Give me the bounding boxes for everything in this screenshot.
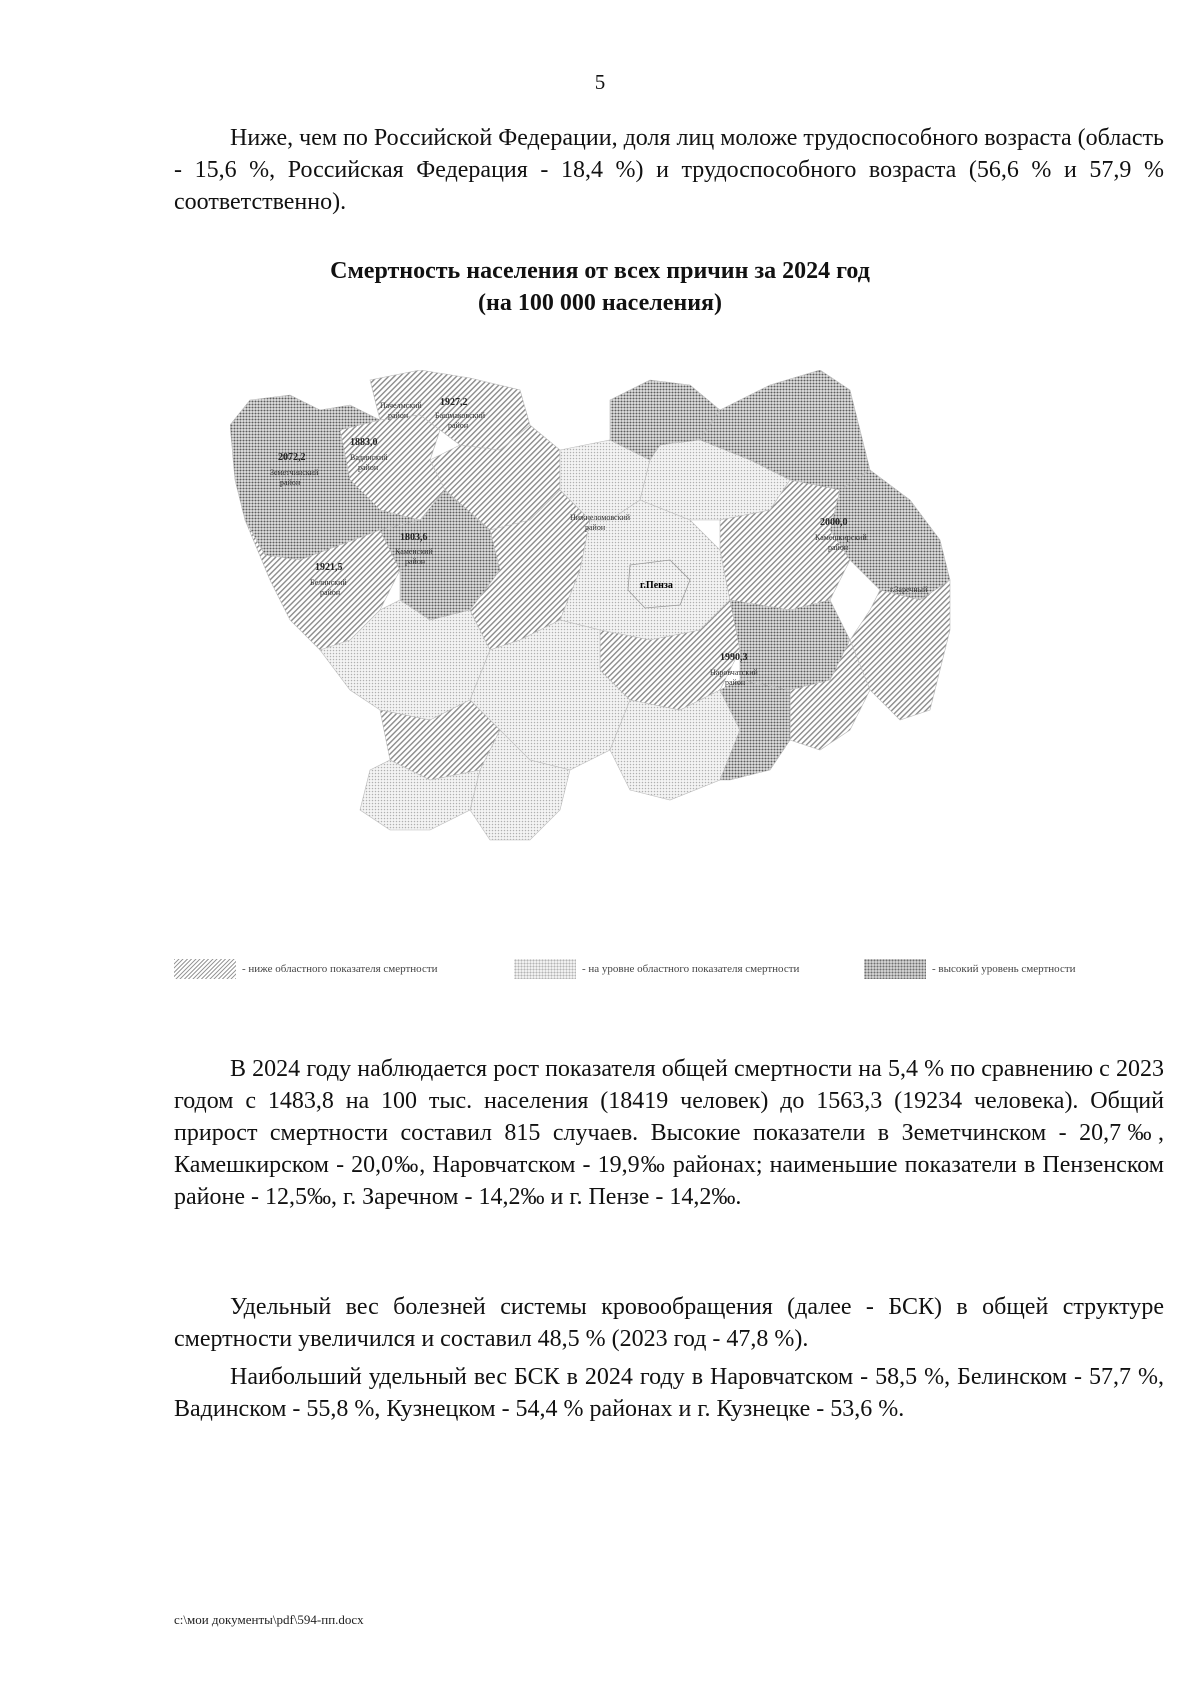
chart-title-line2: (на 100 000 населения) [478,290,722,316]
legend-text-mid: - на уровне областного показателя смертности [582,963,800,975]
mortality-paragraph: В 2024 году наблюдается рост показателя общей смертности на 5,4 % по сравнению с 2023 годом с 1483,8 на 100 тыс. населения (18419 человек) до 1563,3 (19234 человека). Общий прирост смертности составил 815 случаев. Высокие показатели в Земетчинском - 20,7‰, Камешкирском - 20,0‰, Наровчатском - 19,9‰ районах; наименьшие показатели в Пензенском районе - 12,5‰, г. Заречном - 14,2‰ и г. Пензе - 14,2‰. [174,1056,1164,1210]
legend-swatch-mid [514,959,576,979]
region-name: Белинский [310,578,347,587]
region-name: район [828,543,849,552]
map-legend [174,958,1174,984]
bsk-districts-paragraph: Наибольший удельный вес БСК в 2024 году в Наровчатском - 58,5 %, Белинском - 57,7 %, Вадинском - 55,8 %, Кузнецком - 54,4 % районах и г. Кузнецке - 53,6 %. [174,1364,1164,1422]
region-name: район [320,588,341,597]
legend-text-high: - высокий уровень смертности [932,963,1076,975]
region-value: 1921,5 [315,562,343,573]
region-value: 1927,2 [440,397,468,408]
region-name: район [585,523,606,532]
region-name: Каменский [395,547,433,556]
region-name: Наровчатский [710,668,758,677]
footer-file-path: c:\мои документы\pdf\594-пп.docx [174,1612,364,1627]
region-name: район [280,478,301,487]
zarechny-label: г.Заречный [890,585,928,594]
legend-item-low [174,958,438,980]
region-value: 2000,0 [820,517,848,528]
region-name: Камешкирский [815,533,867,542]
region-name: Башмаковский [435,411,486,420]
region-name: Земетчинский [270,468,319,477]
bsk-share-paragraph: Удельный вес болезней системы кровообращения (далее - БСК) в общей структуре смертности увеличился и составил 48,5 % (2023 год - 47,8 %). [174,1294,1164,1352]
region-name: район [388,411,409,420]
region-name: район [448,421,469,430]
region-map-svg [230,370,1050,925]
legend-item-mid [514,958,799,980]
chart-title-line1: Смертность населения от всех причин за 2024 год [330,258,870,284]
region-value: 1883,0 [350,437,378,448]
mortality-map [230,370,1050,925]
legend-swatch-high [864,959,926,979]
region-name: район [405,557,426,566]
region-name: Нижнеломовский [570,513,631,522]
page-number: 5 [594,70,606,94]
legend-text-low: - ниже областного показателя смертности [242,963,438,975]
region-value: 2072,2 [278,452,306,463]
intro-paragraph: Ниже, чем по Российской Федерации, доля лиц моложе трудоспособного возраста (область - 15,6 %, Российская Федерация - 18,4 %) и трудоспособного возраста (56,6 % и 57,9 % соответственно). [174,125,1164,215]
region-value: 1990,3 [720,652,748,663]
region-name: Вадинский [350,453,388,462]
penza-city-label: г.Пенза [640,580,673,591]
region-name: район [358,463,379,472]
region-value: 1803,6 [400,532,428,543]
legend-swatch-low [174,959,236,979]
region-name: Пачелмский [380,401,422,410]
chart-title [0,255,1200,319]
region-name: район [725,678,746,687]
legend-item-high [864,958,1076,980]
